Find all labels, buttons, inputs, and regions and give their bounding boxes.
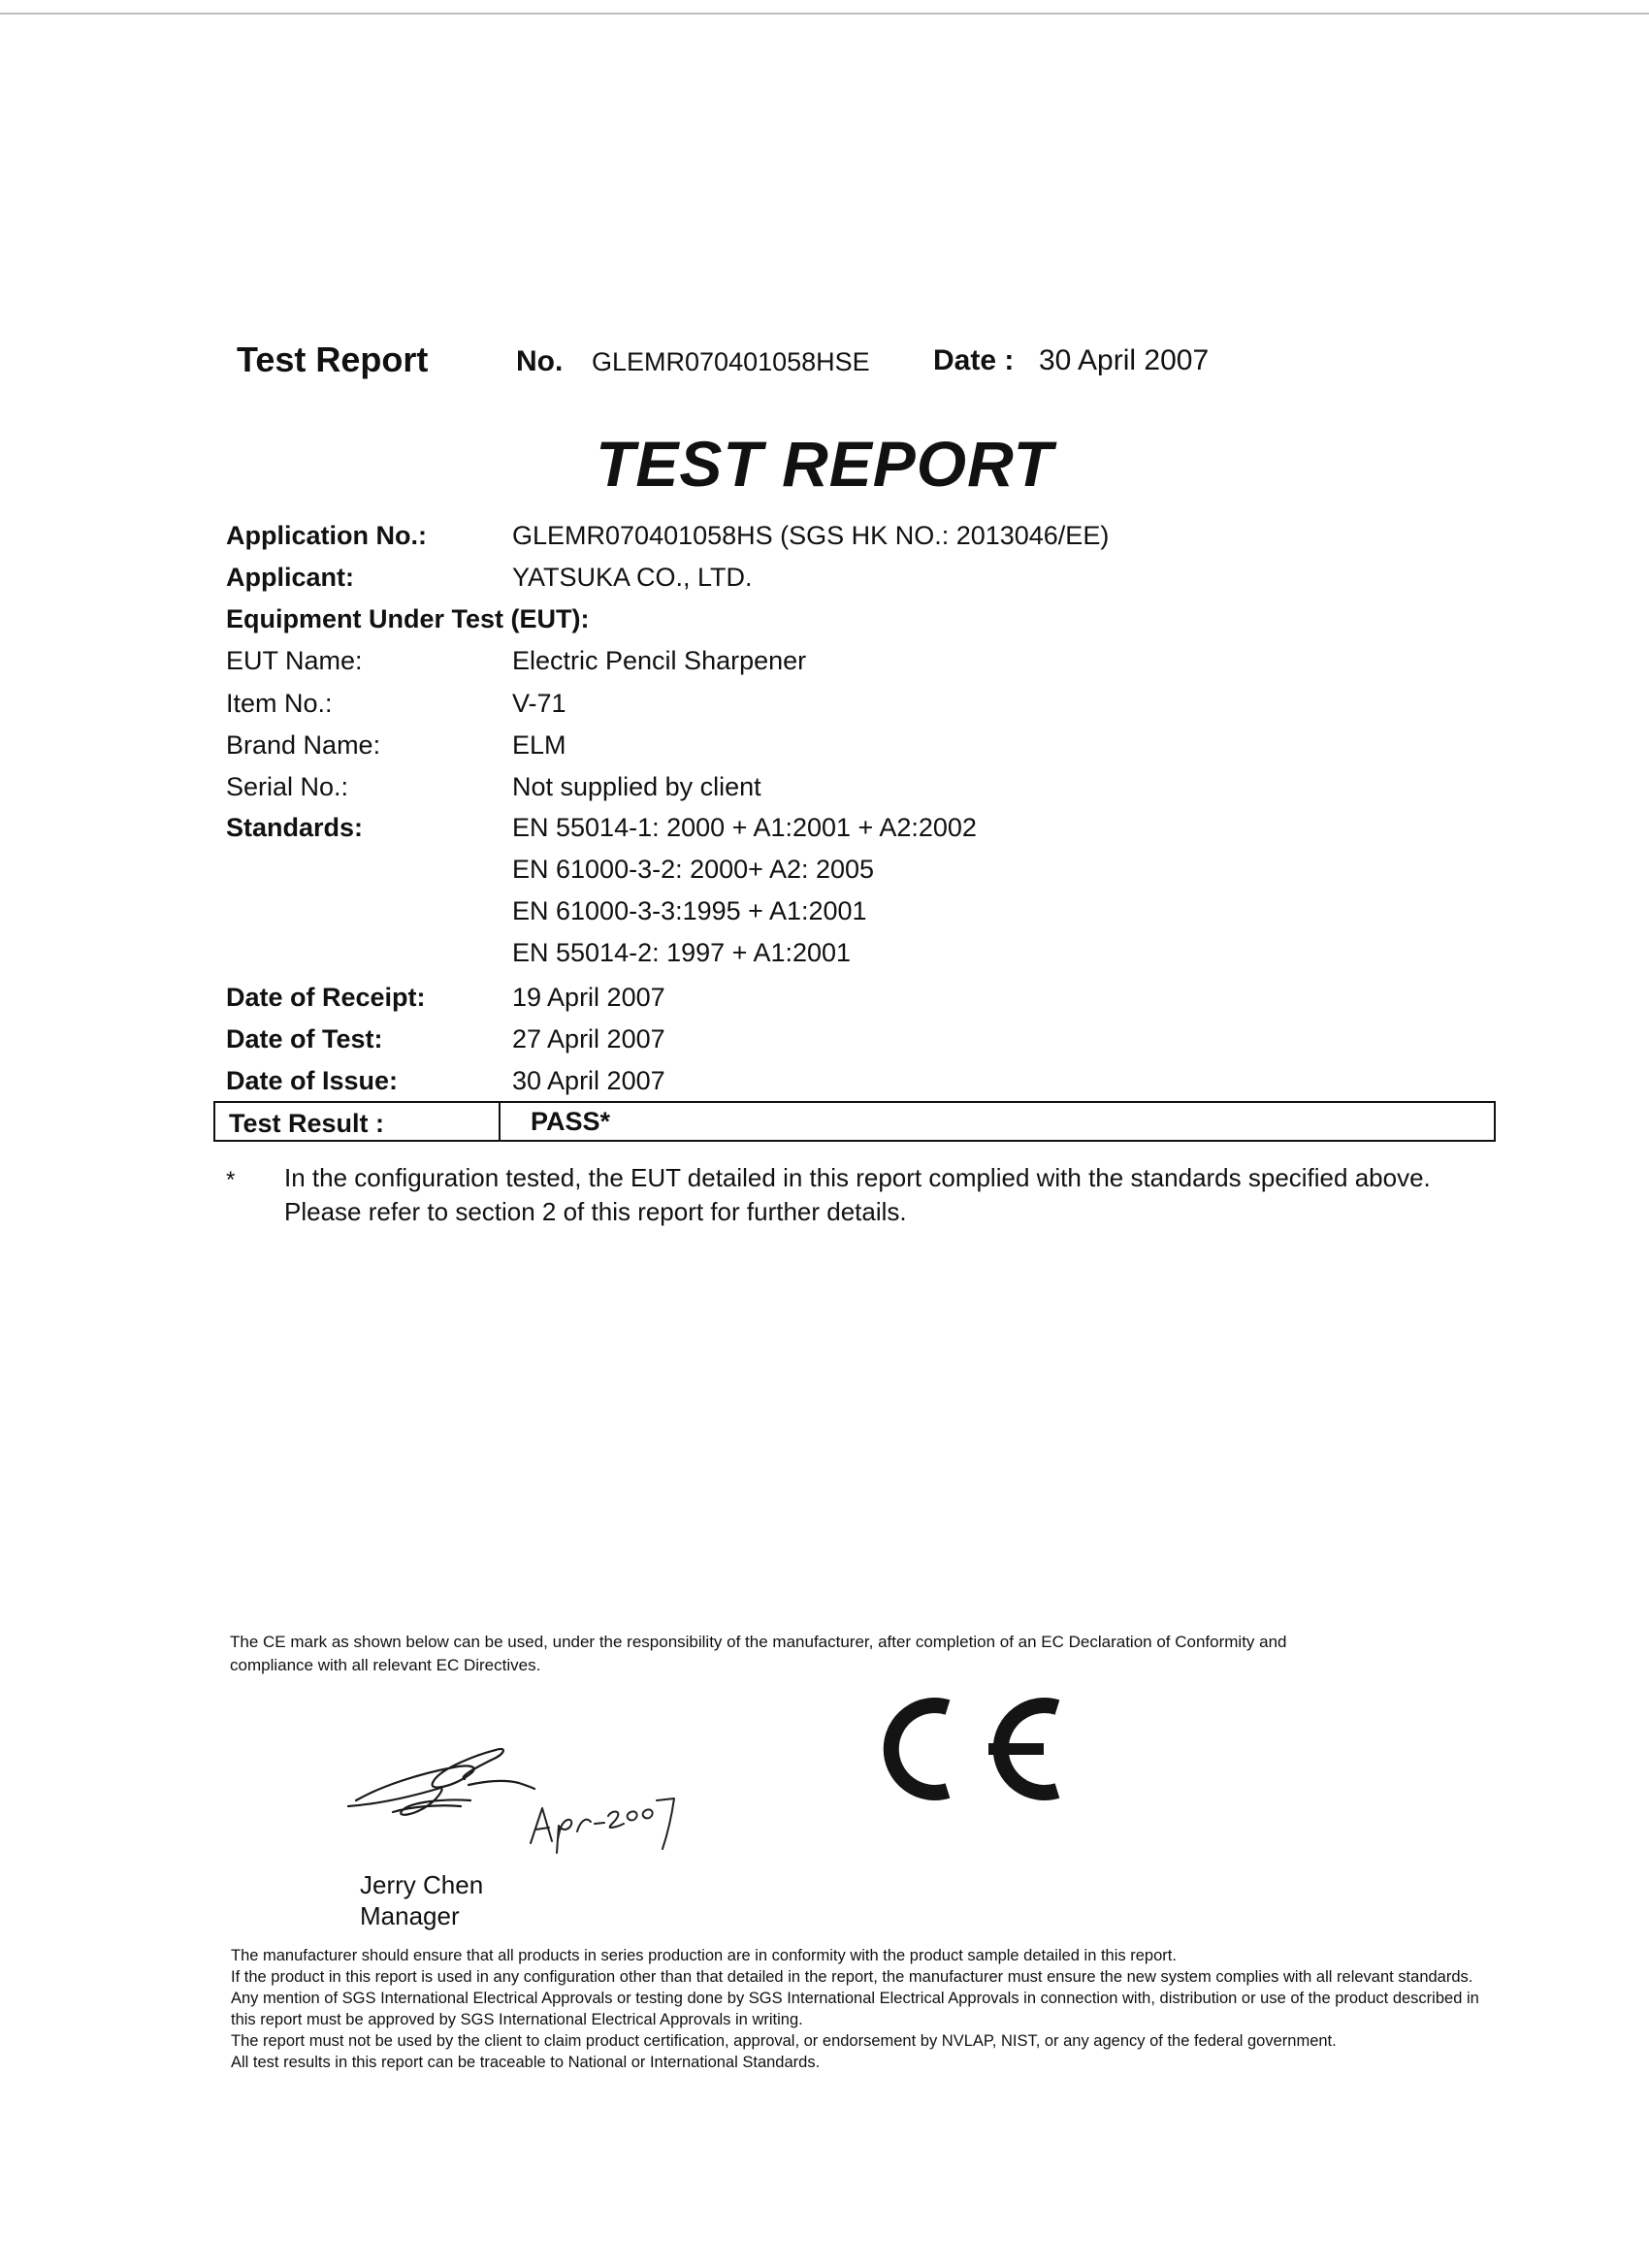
report-date-label: Date : [933, 344, 1015, 376]
note-line-1: In the configuration tested, the EUT detailed in this report complied with the standards specified above. [284, 1163, 1431, 1192]
header-title: Test Report [237, 340, 429, 379]
standards-row-3 [226, 896, 1487, 935]
ce-notice-line-2: compliance with all relevant EC Directives. [230, 1656, 541, 1674]
result-divider [499, 1103, 501, 1140]
field-value: V-71 [512, 689, 566, 718]
standard-item: EN 55014-1: 2000 + A1:2001 + A2:2002 [512, 813, 977, 842]
field-value: ELM [512, 730, 566, 760]
field-label: Serial No.: [226, 772, 349, 801]
disclaimer-paragraph: The report must not be used by the client to claim product certification, approval, or endorsement by NVLAP, NIST, or any agency of the federal government. [231, 2032, 1337, 2050]
test-result-label: Test Result : [229, 1109, 385, 1138]
top-rule [0, 13, 1649, 15]
field-label: Date of Test: [226, 1024, 383, 1053]
ce-mark-logo [854, 1686, 1077, 1817]
eut-heading-row [226, 604, 1487, 643]
field-value: 30 April 2007 [512, 1066, 665, 1095]
page-title: TEST REPORT [596, 428, 1053, 500]
disclaimer [231, 1945, 1492, 2073]
report-number-label: No. [516, 345, 564, 377]
ce-notice-line-1: The CE mark as shown below can be used, under the responsibility of the manufacturer, after completion of an EC Declaration of Conformity and [230, 1633, 1287, 1651]
report-date-value: 30 April 2007 [1039, 344, 1210, 376]
field-value: Not supplied by client [512, 772, 761, 801]
field-date-of-issue [226, 1066, 1487, 1105]
field-item-no [226, 689, 1487, 728]
standard-item: EN 55014-2: 1997 + A1:2001 [512, 938, 852, 967]
field-applicant [226, 563, 1487, 601]
field-serial-no [226, 772, 1487, 811]
standard-item: EN 61000-3-2: 2000+ A2: 2005 [512, 855, 875, 884]
field-value: YATSUKA CO., LTD. [512, 563, 753, 592]
note-line-2: Please refer to section 2 of this report for further details. [284, 1197, 907, 1226]
field-label: EUT Name: [226, 646, 363, 675]
field-label: Date of Receipt: [226, 983, 426, 1012]
ce-mark-notice [230, 1631, 1452, 1677]
standard-item: EN 61000-3-3:1995 + A1:2001 [512, 896, 867, 925]
signatory-name: Jerry Chen [360, 1870, 484, 1899]
standards-row-4 [226, 938, 1487, 977]
eut-heading: Equipment Under Test (EUT): [226, 604, 590, 633]
report-header [237, 340, 1304, 388]
disclaimer-paragraph: The manufacturer should ensure that all products in series production are in conformity with the product sample detailed in this report. [231, 1947, 1177, 1964]
field-date-of-test [226, 1024, 1487, 1063]
field-value: 27 April 2007 [512, 1024, 665, 1053]
field-value: 19 April 2007 [512, 983, 665, 1012]
handwritten-signature [344, 1725, 752, 1865]
field-application-no [226, 521, 1487, 560]
standards-row-2 [226, 855, 1487, 893]
field-label: Brand Name: [226, 730, 381, 760]
test-result-box [213, 1101, 1496, 1142]
field-value: Electric Pencil Sharpener [512, 646, 807, 675]
field-brand-name [226, 730, 1487, 769]
field-label: Date of Issue: [226, 1066, 399, 1095]
signatory-title: Manager [360, 1901, 460, 1930]
field-standards [226, 813, 1487, 852]
field-label: Standards: [226, 813, 364, 842]
field-label: Application No.: [226, 521, 427, 550]
field-label: Applicant: [226, 563, 354, 592]
disclaimer-paragraph: All test results in this report can be traceable to National or International Standards. [231, 2054, 821, 2071]
field-value: GLEMR070401058HS (SGS HK NO.: 2013046/EE) [512, 521, 1110, 550]
test-result-value: PASS* [531, 1107, 611, 1136]
field-date-of-receipt [226, 983, 1487, 1021]
report-number-value: GLEMR070401058HSE [592, 347, 870, 376]
disclaimer-paragraph: If the product in this report is used in any configuration other than that detailed in the report, the manufacturer must ensure the new system complies with all relevant standards. Any mention of SGS International Electrical Approvals or testing done by SGS International Electrical Approvals in connection with, distribution or use of the product described in this report must be approved by SGS International Electrical Approvals in writing. [231, 1968, 1479, 2028]
result-note [284, 1161, 1497, 1229]
note-asterisk: * [226, 1167, 236, 1193]
field-eut-name [226, 646, 1487, 685]
field-label: Item No.: [226, 689, 333, 718]
